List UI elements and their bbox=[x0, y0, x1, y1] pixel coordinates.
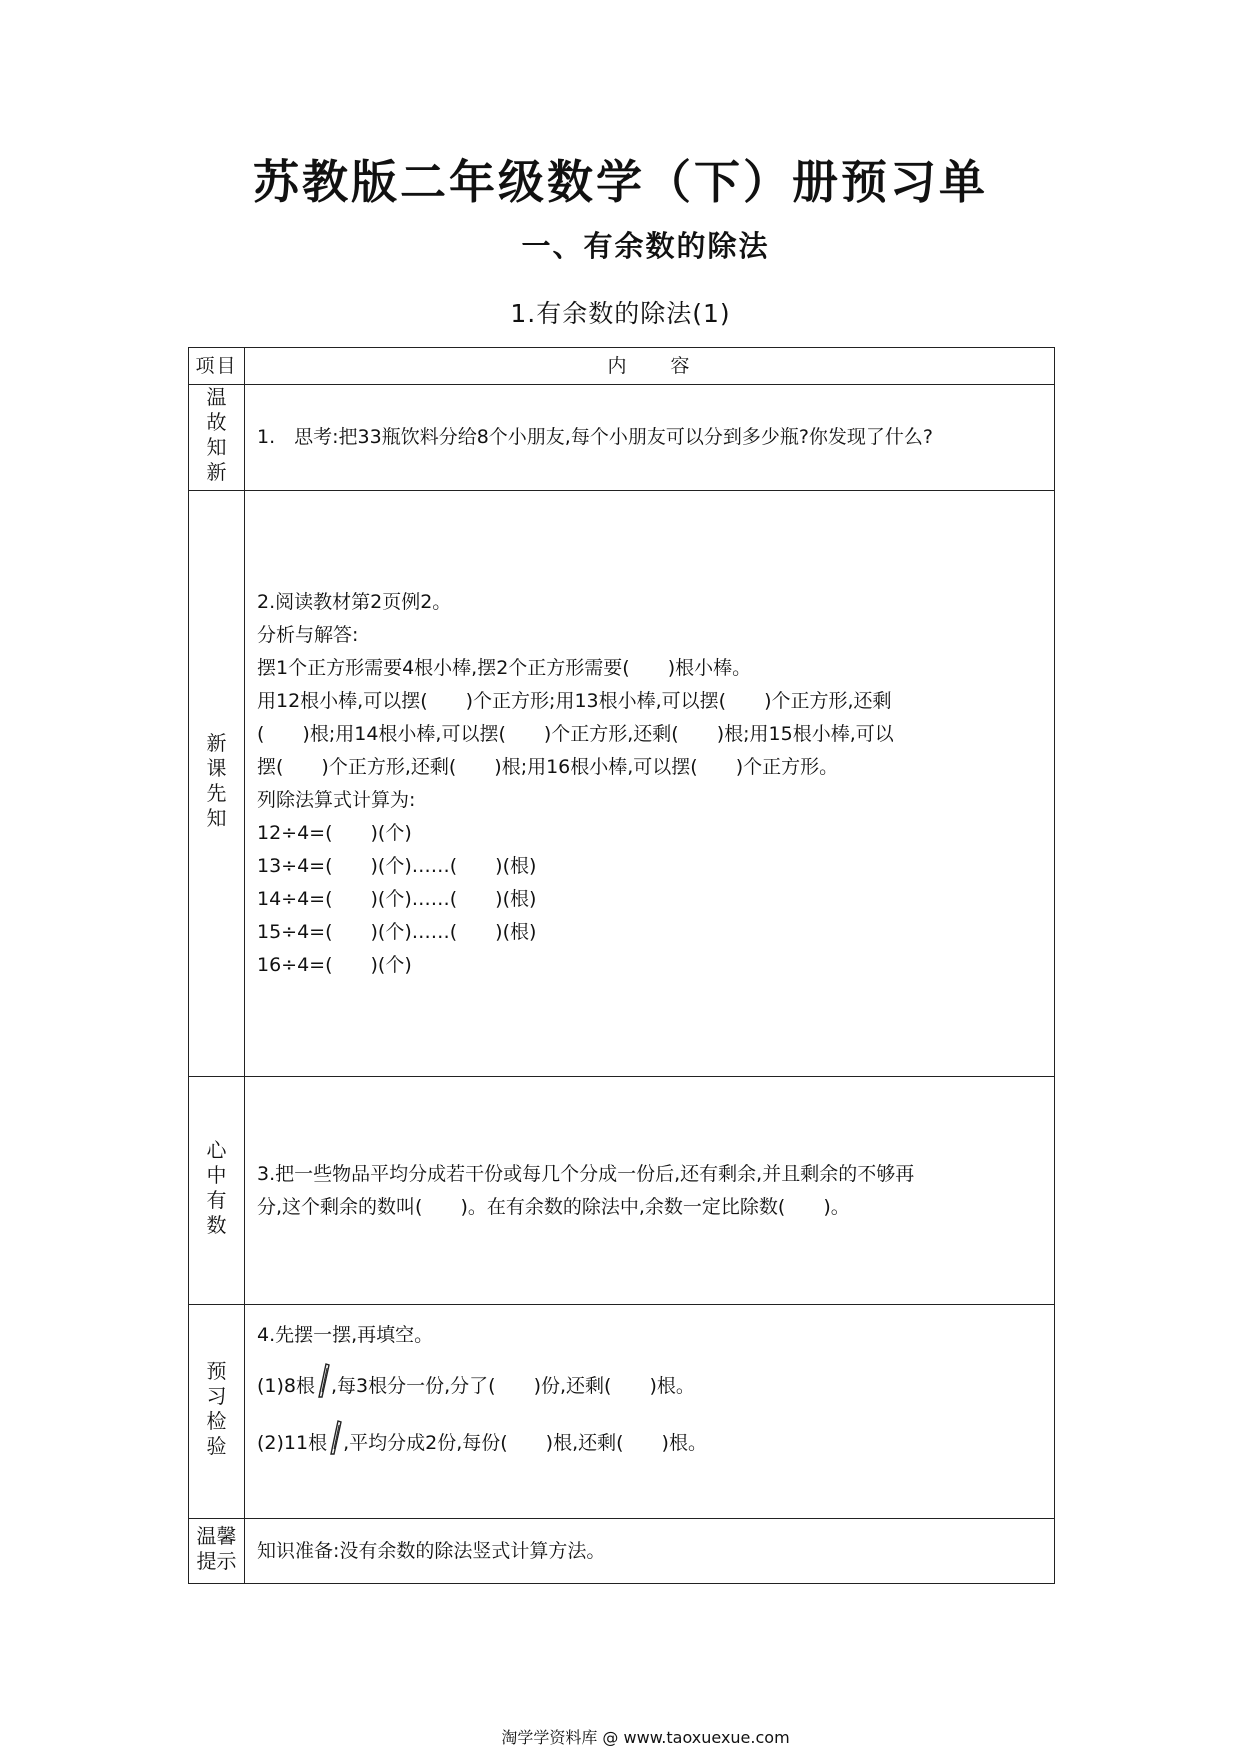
equation-line: 16÷4=( )(个) bbox=[257, 953, 412, 976]
header-item: 项目 bbox=[189, 348, 245, 385]
q1-prefix: (1)8根 bbox=[257, 1375, 316, 1397]
section-label: 温故知新 bbox=[206, 385, 227, 484]
q2-prefix: (2)11根 bbox=[257, 1432, 328, 1454]
section-understanding bbox=[189, 1077, 1055, 1305]
q1-suffix: ,每3根分一份,分了( )份,还剩( )根。 bbox=[331, 1375, 695, 1397]
section-new-lesson bbox=[189, 491, 1055, 1077]
tip-text: 知识准备:没有余数的除法竖式计算方法。 bbox=[257, 1539, 606, 1562]
section-preview-check bbox=[189, 1305, 1055, 1519]
header-row bbox=[189, 348, 1055, 385]
stick-icon bbox=[315, 1370, 331, 1398]
equation-line: 15÷4=( )(个)……( )(根) bbox=[257, 920, 537, 943]
text-line: 用12根小棒,可以摆( )个正方形;用13根小棒,可以摆( )个正方形,还剩 bbox=[257, 689, 892, 712]
unit-subtitle: 一、有余数的除法 bbox=[521, 229, 770, 263]
header-content: 内 容 bbox=[245, 348, 1055, 385]
question-3-line: 分,这个剩余的数叫( )。在有余数的除法中,余数一定比除数( )。 bbox=[257, 1195, 850, 1218]
section-label: 心中有数 bbox=[206, 1138, 227, 1237]
equation-label: 列除法算式计算为: bbox=[257, 788, 416, 811]
section-review bbox=[189, 385, 1055, 491]
text-line: 摆1个正方形需要4根小棒,摆2个正方形需要( )根小棒。 bbox=[257, 656, 752, 679]
equation-line: 14÷4=( )(个)……( )(根) bbox=[257, 887, 537, 910]
question-2-heading: 2.阅读教材第2页例2。 bbox=[257, 590, 452, 613]
question-1: 1. 思考:把33瓶饮料分给8个小朋友,每个小朋友可以分到多少瓶?你发现了什么? bbox=[257, 426, 934, 448]
preview-table bbox=[188, 347, 1055, 1584]
question-4-part-1 bbox=[257, 1370, 1042, 1403]
question-3-line: 3.把一些物品平均分成若干份或每几个分成一份后,还有剩余,并且剩余的不够再 bbox=[257, 1162, 915, 1185]
stick-icon bbox=[327, 1427, 343, 1455]
section-tips bbox=[189, 1519, 1055, 1584]
question-4-heading: 4.先摆一摆,再填空。 bbox=[257, 1324, 434, 1346]
text-line: 摆( )个正方形,还剩( )根;用16根小棒,可以摆( )个正方形。 bbox=[257, 755, 839, 778]
q2-suffix: ,平均分成2份,每份( )根,还剩( )根。 bbox=[343, 1432, 707, 1454]
section-label: 新课先知 bbox=[206, 731, 227, 830]
text-line: ( )根;用14根小棒,可以摆( )个正方形,还剩( )根;用15根小棒,可以 bbox=[257, 722, 894, 745]
page-title: 苏教版二年级数学（下）册预习单 bbox=[253, 155, 988, 209]
analysis-label: 分析与解答: bbox=[257, 623, 359, 646]
section-label: 温馨提示 bbox=[196, 1523, 237, 1573]
lesson-title: 1.有余数的除法(1) bbox=[510, 299, 731, 328]
footer-watermark: 淘学学资料库 @ www.taoxuexue.com bbox=[501, 1728, 790, 1747]
equation-line: 12÷4=( )(个) bbox=[257, 821, 412, 844]
question-4-part-2 bbox=[257, 1427, 1042, 1460]
equation-line: 13÷4=( )(个)……( )(根) bbox=[257, 854, 537, 877]
section-label: 预习检验 bbox=[206, 1359, 227, 1458]
